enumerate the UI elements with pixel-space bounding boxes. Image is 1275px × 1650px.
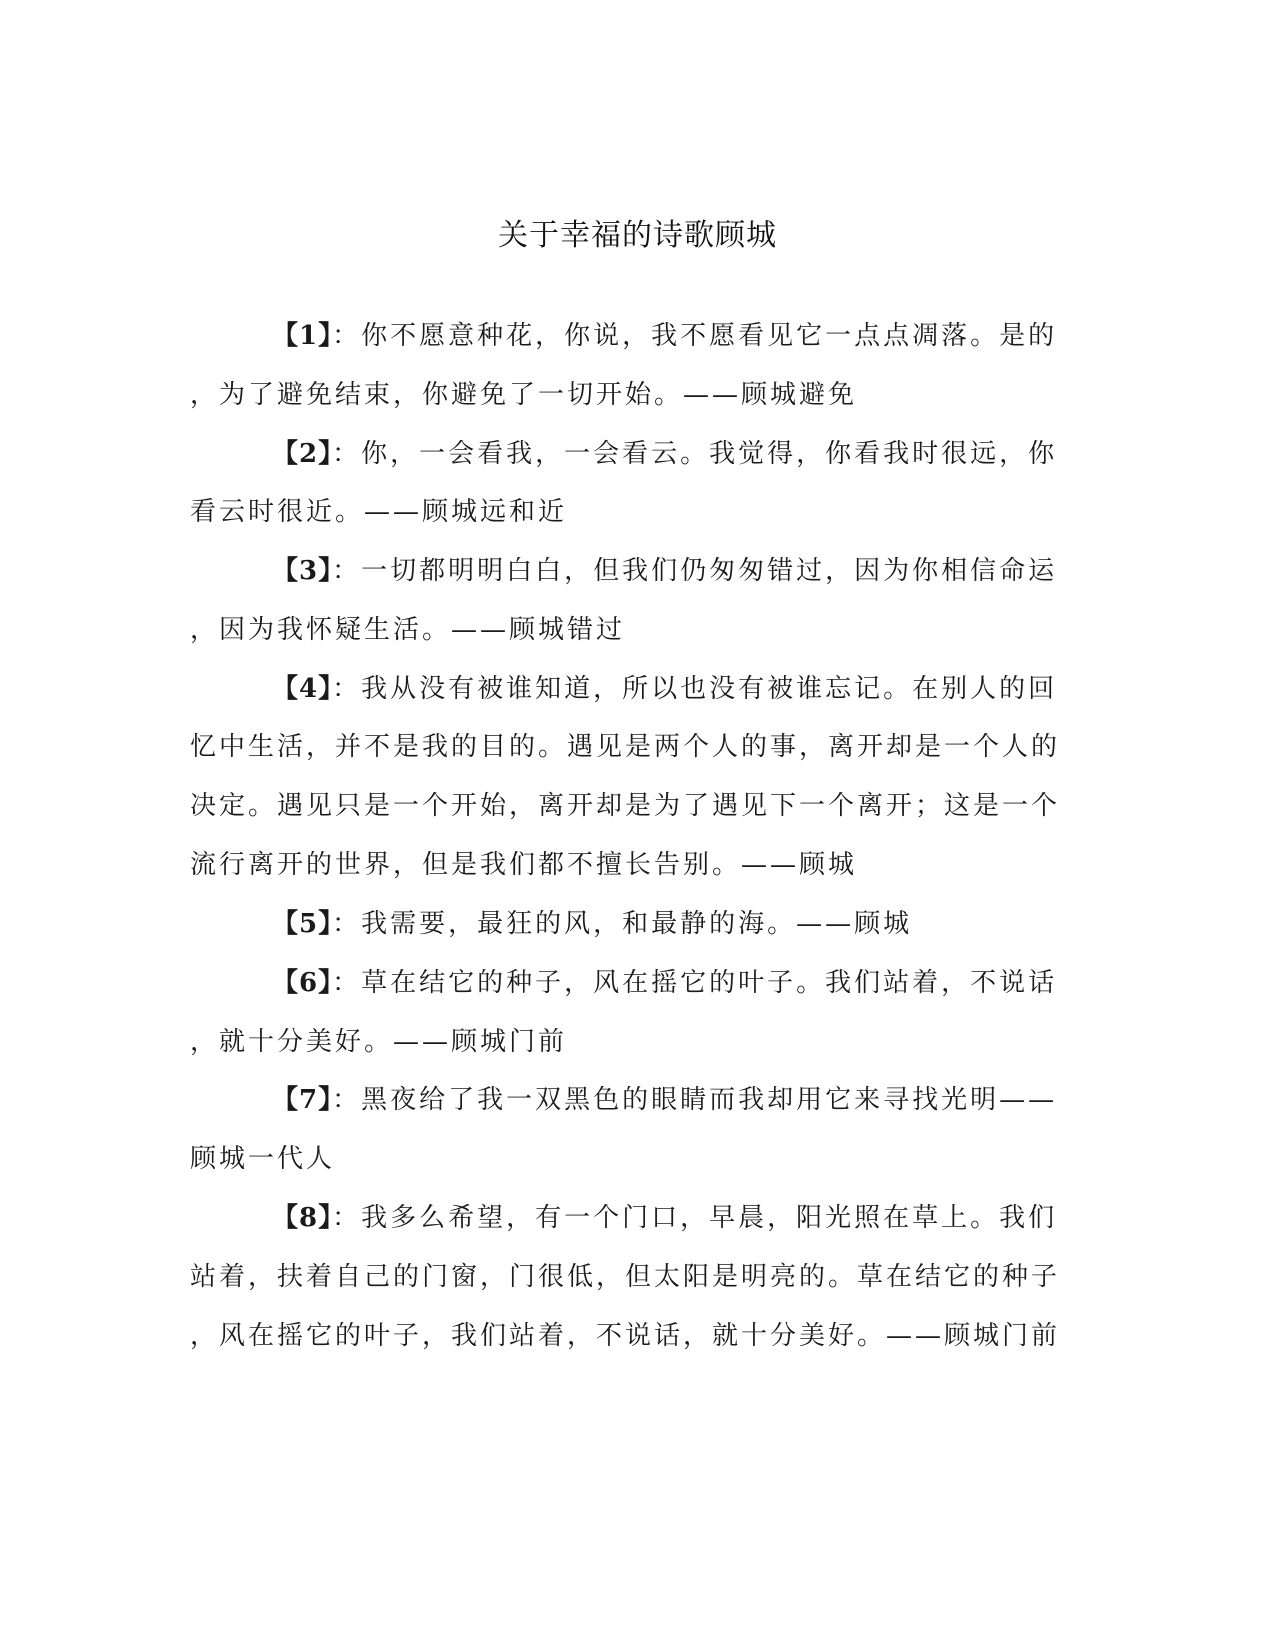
line-text: ：一切都明明白白，但我们仍匆匆错过，因为你相信命运 bbox=[332, 556, 1058, 586]
text-line bbox=[190, 496, 567, 528]
text-line bbox=[272, 1202, 1057, 1234]
text-line bbox=[190, 731, 1060, 763]
text-line bbox=[190, 1320, 1060, 1352]
line-text: ：你不愿意种花，你说，我不愿看见它一点点凋落。是的 bbox=[332, 321, 1058, 351]
text-line bbox=[272, 908, 912, 940]
text-line bbox=[190, 379, 857, 411]
text-line bbox=[272, 438, 1057, 470]
text-line bbox=[190, 614, 625, 646]
line-text: ：我多么希望，有一个门口，早晨，阳光照在草上。我们 bbox=[332, 1203, 1058, 1233]
item-number: 【8】 bbox=[272, 1203, 333, 1233]
line-text: ，就十分美好。——顾城门前 bbox=[190, 1027, 568, 1057]
line-text: ，为了避免结束，你避免了一切开始。——顾城避免 bbox=[190, 380, 858, 410]
item-number: 【5】 bbox=[272, 909, 333, 939]
text-line bbox=[272, 555, 1057, 587]
line-text: ：黑夜给了我一双黑色的眼睛而我却用它来寻找光明—— bbox=[332, 1085, 1058, 1115]
line-text: 忆中生活，并不是我的目的。遇见是两个人的事，离开却是一个人的 bbox=[190, 732, 1061, 762]
line-text: 看云时很近。——顾城远和近 bbox=[190, 497, 568, 527]
item-number: 【2】 bbox=[272, 439, 333, 469]
item-number: 【4】 bbox=[272, 674, 333, 704]
page-title: 关于幸福的诗歌顾城 bbox=[498, 218, 777, 253]
line-text: 顾城一代人 bbox=[190, 1144, 336, 1174]
text-line bbox=[190, 790, 1060, 822]
text-line bbox=[272, 320, 1057, 352]
item-number: 【1】 bbox=[272, 321, 333, 351]
text-line bbox=[190, 1026, 567, 1058]
line-text: 流行离开的世界，但是我们都不擅长告别。——顾城 bbox=[190, 850, 858, 880]
text-line bbox=[272, 1084, 1057, 1116]
item-number: 【6】 bbox=[272, 968, 333, 998]
line-text: 站着，扶着自己的门窗，门很低，但太阳是明亮的。草在结它的种子 bbox=[190, 1262, 1061, 1292]
text-line bbox=[190, 1261, 1060, 1293]
line-text: 决定。遇见只是一个开始，离开却是为了遇见下一个离开；这是一个 bbox=[190, 791, 1061, 821]
text-line bbox=[272, 673, 1057, 705]
line-text: ，因为我怀疑生活。——顾城错过 bbox=[190, 615, 626, 645]
text-line bbox=[190, 1143, 335, 1175]
line-text: ：我需要，最狂的风，和最静的海。——顾城 bbox=[332, 909, 913, 939]
line-text: ，风在摇它的叶子，我们站着，不说话，就十分美好。——顾城门前 bbox=[190, 1321, 1061, 1351]
text-line bbox=[272, 967, 1057, 999]
line-text: ：你，一会看我，一会看云。我觉得，你看我时很远，你 bbox=[332, 439, 1058, 469]
line-text: ：草在结它的种子，风在摇它的叶子。我们站着，不说话 bbox=[332, 968, 1058, 998]
text-line bbox=[190, 849, 857, 881]
item-number: 【7】 bbox=[272, 1085, 333, 1115]
item-number: 【3】 bbox=[272, 556, 333, 586]
line-text: ：我从没有被谁知道，所以也没有被谁忘记。在别人的回 bbox=[332, 674, 1058, 704]
